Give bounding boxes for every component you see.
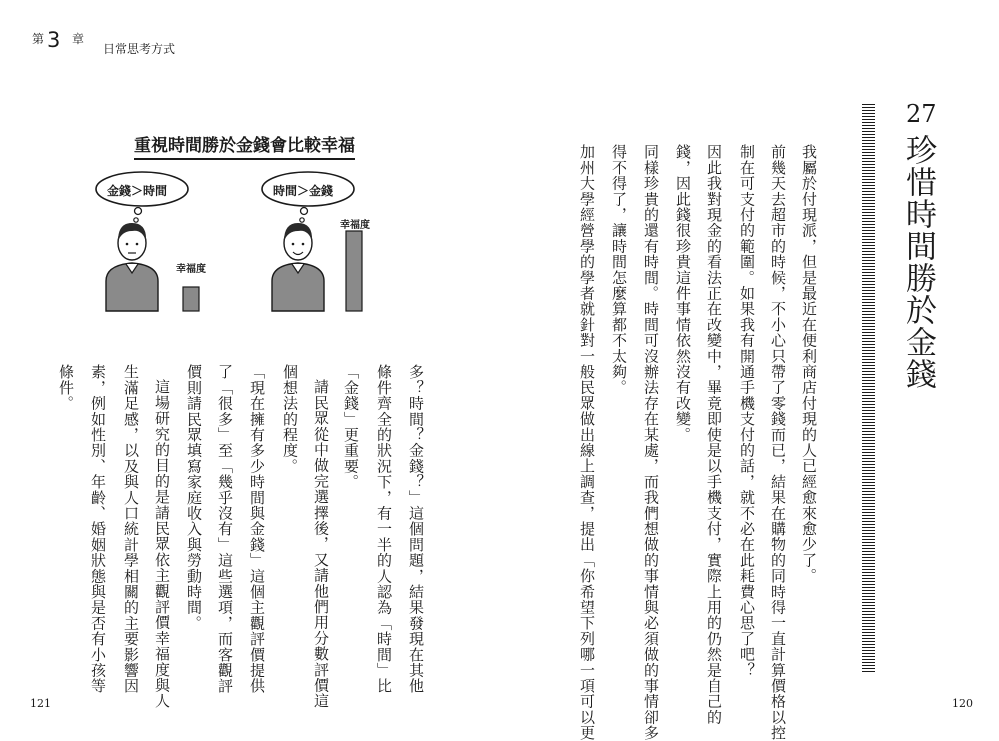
left-text-column: 素，例如性別、年齡、婚姻狀態與是否有小孩等 [89, 364, 107, 694]
right-text-column: 因此我對現金的看法正在改變中，畢竟即使是以手機支付，實際上用的仍然是自己的 [705, 144, 723, 725]
left-text-column: 價則請民眾填寫家庭收入與勞動時間。 [185, 364, 203, 631]
chapter-suffix: 章 [72, 32, 85, 46]
right-text-column: 前幾天去超市的時候，不小心只帶了零錢而已，結果在購物的同時得一直計算價格以控 [769, 144, 787, 741]
left-text-column: 請民眾從中做完選擇後，又請他們用分數評價這 [312, 379, 330, 709]
left-text-column: 生滿足感，以及與人口統計學相關的主要影響因 [122, 364, 140, 694]
left-text-column: 了「很多」至「幾乎沒有」這些選項，而客觀評 [216, 364, 234, 694]
left-bar-label: 幸福度 [176, 264, 206, 275]
left-happiness-bar [183, 287, 199, 311]
right-text-column: 錢，因此錢很珍貴這件事情依然沒有改變。 [674, 144, 692, 443]
page-number-right: 120 [952, 697, 973, 710]
section-title: 珍惜時間勝於金錢 [900, 134, 936, 390]
chapter-number: 3 [47, 28, 61, 52]
left-bubble-text: 金錢＞時間 [107, 184, 168, 198]
page-number-left: 121 [30, 697, 51, 710]
right-text-column: 加州大學經營學的學者就針對一般民眾做出線上調查，提出「你希望下列哪一項可以更 [578, 144, 596, 741]
left-text-column: 「現在擁有多少時間與金錢」這個主觀評價提供 [248, 364, 266, 694]
left-text-column: 這場研究的目的是請民眾依主觀評價幸福度與人 [153, 379, 171, 709]
person-sad-icon [106, 223, 158, 311]
right-bubble-text: 時間＞金錢 [273, 184, 334, 198]
figure-title: 重視時間勝於金錢會比較幸福 [134, 131, 355, 160]
left-text-column: 多？時間？金錢？」這個問題，結果發現在其他 [407, 364, 425, 694]
right-text-column: 同樣珍貴的還有時間。時間可沒辦法存在某處，而我們想做的事情與必須做的事情卻多 [642, 144, 660, 741]
chapter-title: 日常思考方式 [103, 42, 176, 56]
section-rule-bar [862, 104, 875, 674]
left-text-column: 條件。 [57, 364, 75, 412]
right-happiness-bar [346, 231, 362, 311]
chapter-prefix: 第 [32, 32, 45, 46]
person-happy-icon [272, 223, 324, 311]
left-text-column: 「金錢」更重要。 [342, 364, 360, 490]
right-bar-label: 幸福度 [340, 220, 370, 231]
right-text-column: 我屬於付現派，但是最近在便利商店付現的人已經愈來愈少了。 [800, 144, 818, 584]
section-number: 27 [906, 100, 937, 128]
right-text-column: 得不得了，讓時間怎麼算都不太夠。 [610, 144, 628, 396]
left-text-column: 個想法的程度。 [281, 364, 299, 474]
right-text-column: 制在可支付的範圍。如果我有開通手機支付的話，就不必在此耗費心思了吧？ [738, 144, 756, 678]
left-text-column: 條件齊全的狀況下，有一半的人認為「時間」比 [375, 364, 393, 694]
